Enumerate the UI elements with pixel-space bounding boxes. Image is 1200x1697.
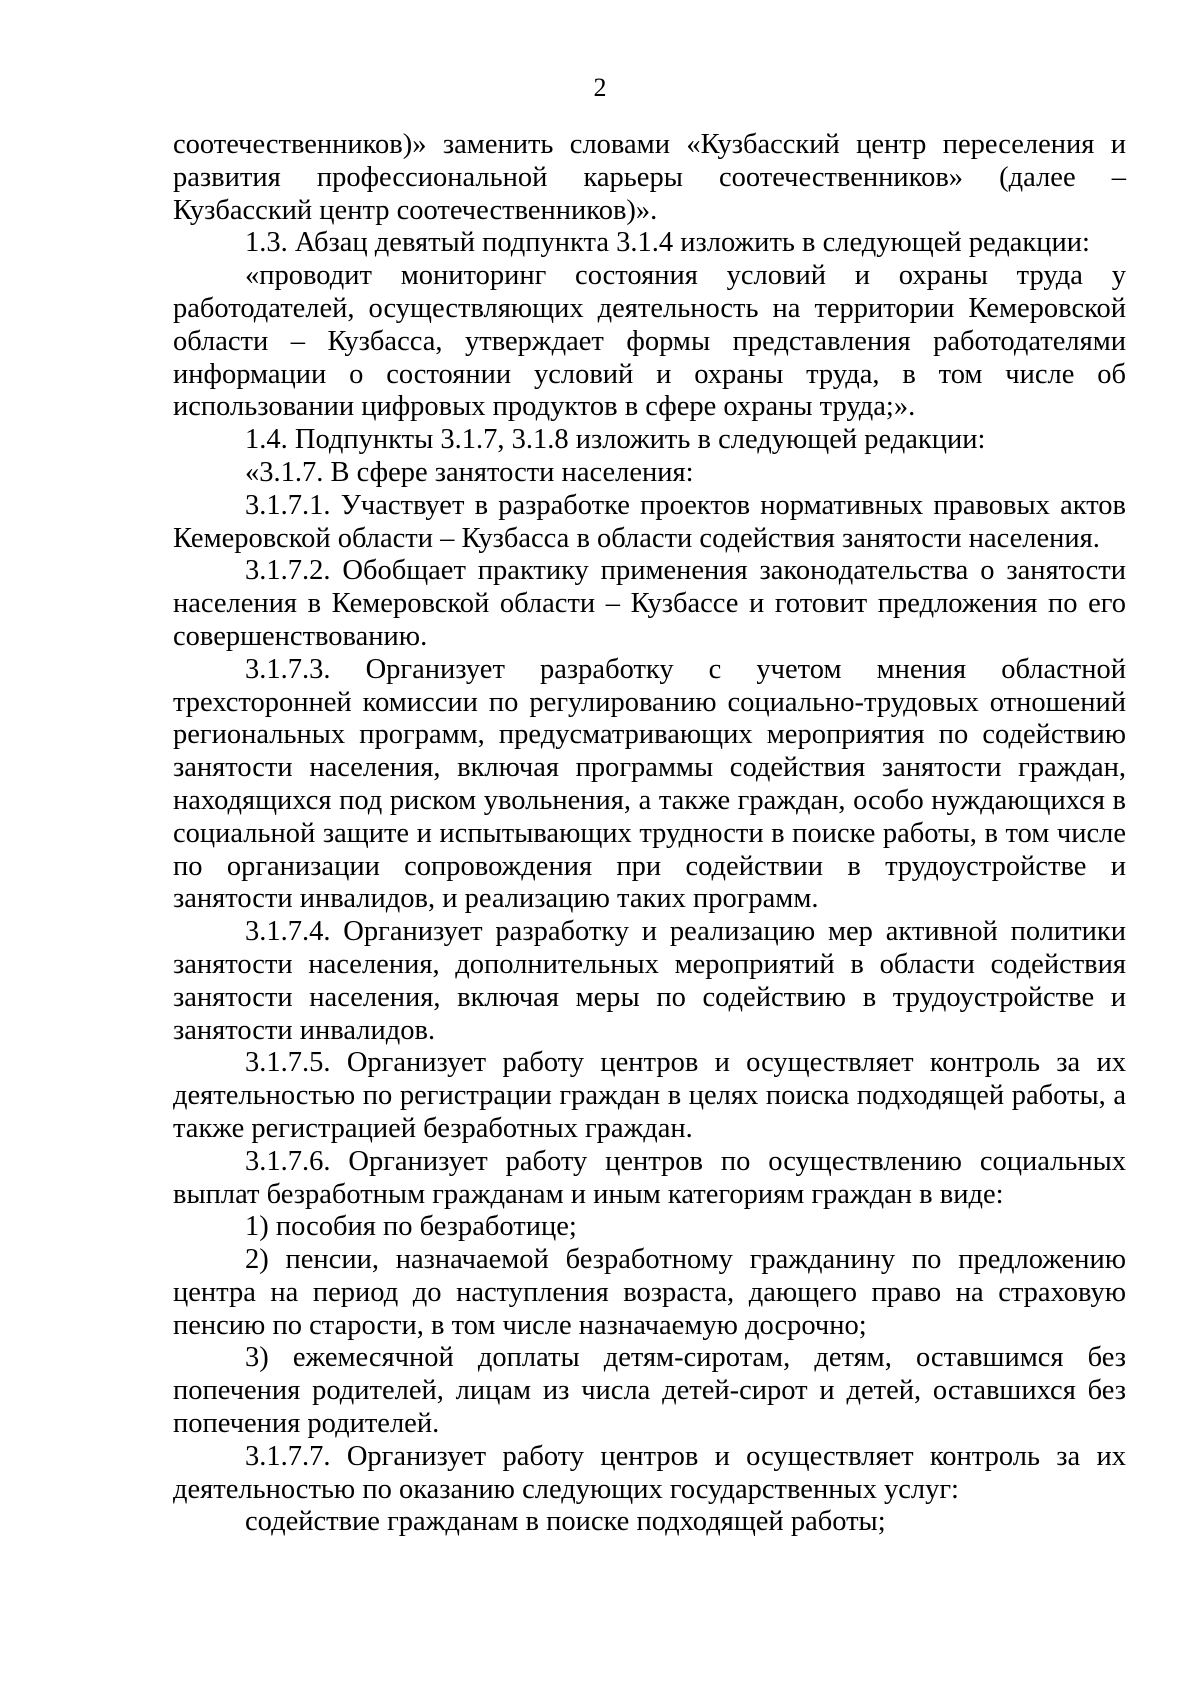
paragraph-continuation: соотечественников)» заменить словами «Кузбасский центр переселения и развития профессиональной карьеры соотечественников» (далее – Кузбасский центр соотечественников)».: [173, 129, 1126, 226]
paragraph-3-1-7-1: 3.1.7.1. Участвует в разработке проектов нормативных правовых актов Кемеровской области – Кузбасса в области содействия занятости населения.: [173, 489, 1126, 554]
paragraph-3-1-7: «3.1.7. В сфере занятости населения:: [245, 456, 694, 488]
paragraph-3-1-7-2: 3.1.7.2. Обобщает практику применения законодательства о занятости населения в Кемеровской области – Кузбассе и готовит предложения по его совершенствованию.: [173, 555, 1126, 652]
page-number: 2: [593, 73, 607, 102]
paragraph-service-search: содействие гражданам в поиске подходящей работы;: [245, 1506, 886, 1538]
paragraph-3-1-7-7: 3.1.7.7. Организует работу центров и осуществляет контроль за их деятельностью по оказанию следующих государственных услуг:: [173, 1440, 1126, 1505]
paragraph-3-1-7-3: 3.1.7.3. Организует разработку с учетом мнения областной трехсторонней комиссии по регулированию социально-трудовых отношений региональных программ, предусматривающих мероприятия по содействию занятости населения, включая программы содействия занятости граждан, находящихся под риском увольнения, а также граждан, особо нуждающихся в социальной защите и испытывающих трудности в поиске работы, в том числе по организации сопровождения при содействии в трудоустройстве и занятости инвалидов, и реализацию таких программ.: [173, 653, 1126, 915]
paragraph-3-1-7-5: 3.1.7.5. Организует работу центров и осуществляет контроль за их деятельностью по регистрации граждан в целях поиска подходящей работы, а также регистрацией безработных граждан.: [173, 1047, 1126, 1144]
paragraph-item-1-3: 1.3. Абзац девятый подпункта 3.1.4 изложить в следующей редакции:: [245, 227, 1090, 259]
paragraph-list-item-1: 1) пособия по безработице;: [245, 1211, 577, 1243]
paragraph-list-item-3: 3) ежемесячной доплаты детям-сиротам, детям, оставшимся без попечения родителей, лицам из числа детей-сирот и детей, оставшихся без попечения родителей.: [173, 1342, 1126, 1440]
paragraph-item-1-4: 1.4. Подпункты 3.1.7, 3.1.8 изложить в следующей редакции:: [245, 424, 986, 456]
paragraph-quote-monitoring: «проводит мониторинг состояния условий и охраны труда у работодателей, осуществляющих деятельность на территории Кемеровской области – Кузбасса, утверждает формы представления работодателями информации о состоянии условий и охраны труда, в том числе об использовании цифровых продуктов в сфере охраны труда;».: [173, 260, 1126, 423]
paragraph-3-1-7-6: 3.1.7.6. Организует работу центров по осуществлению социальных выплат безработным гражданам и иным категориям граждан в виде:: [173, 1145, 1126, 1210]
document-body: [173, 129, 1126, 1539]
paragraph-3-1-7-4: 3.1.7.4. Организует разработку и реализацию мер активной политики занятости населения, дополнительных мероприятий в области содействия занятости населения, включая меры по содействию в трудоустройстве и занятости инвалидов.: [173, 916, 1126, 1046]
paragraph-list-item-2: 2) пенсии, назначаемой безработному гражданину по предложению центра на период до наступления возраста, дающего право на страховую пенсию по старости, в том числе назначаемую досрочно;: [173, 1244, 1126, 1341]
